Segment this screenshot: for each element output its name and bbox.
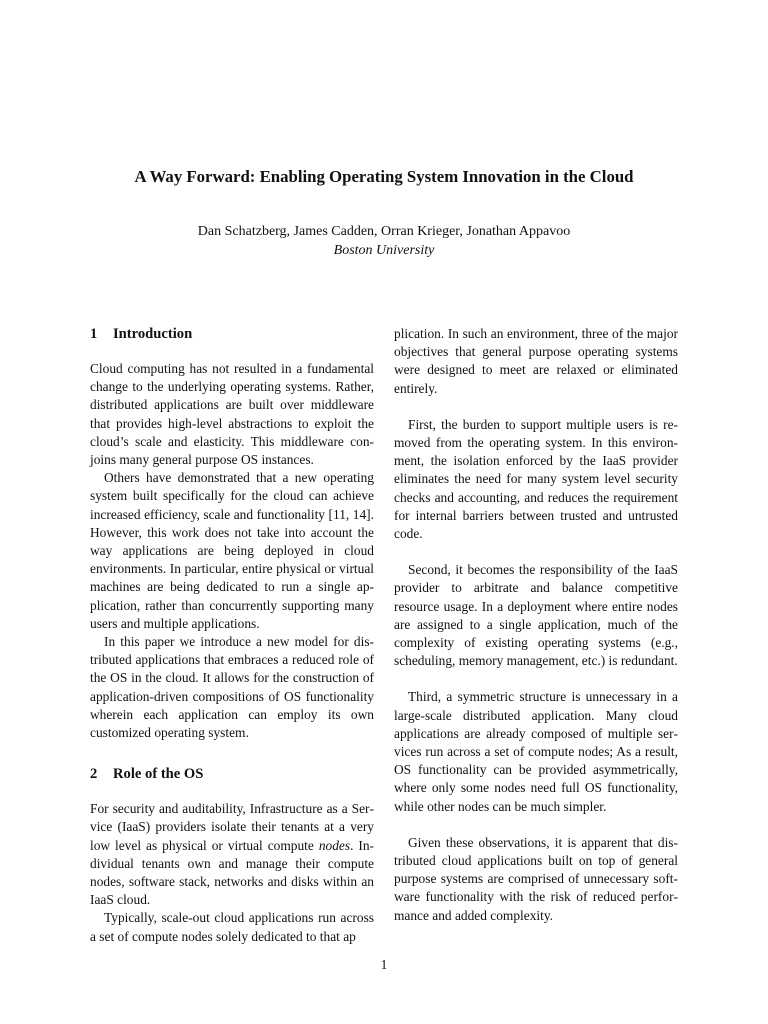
role-paragraph-5: Third, a symmetric structure is unnecessary in a large-scale distributed application. Many cloud applications are already composed of multiple services run across a set of compute nodes; As a result, OS functionality can be provided asymmetrically, where only some nodes need full OS functionality, while other nodes can be much simpler. xyxy=(394,689,678,814)
section-title: Introduction xyxy=(113,326,193,342)
role-paragraph-6: Given these observations, it is apparent that distributed cloud applications built on top of general purpose systems are comprised of unnecessary software functionality with the risk of reduced performance and added complexity. xyxy=(394,834,678,923)
page-number: 1 xyxy=(380,957,388,972)
intro-paragraph-3: In this paper we introduce a new model for distributed applications that embraces a reduced role of the OS in the cloud. It allows for the construction of application-driven compositions of OS functionality wherein each application can employ its own customized operating system. xyxy=(90,634,374,741)
paper-title: A Way Forward: Enabling Operating System Innovation in the Cloud xyxy=(134,167,634,186)
section-number: 2 xyxy=(90,766,98,783)
paper-authors: Dan Schatzberg, James Cadden, Orran Krieger, Jonathan Appavoo xyxy=(197,224,571,239)
role-paragraph-4: Second, it becomes the responsibility of the IaaS provider to arbitrate and balance competitive resource usage. In a deployment where entire nodes are assigned to a single application, much of the complexity of existing operating systems (e.g., scheduling, memory management, etc.) is redundant. xyxy=(394,562,678,669)
section-heading-introduction xyxy=(90,325,374,343)
role-paragraph-1: For security and auditability, Infrastructure as a Service (IaaS) providers isolate their tenants at a very low level as physical or virtual compute nodes. Individual tenants own and manage their compute nodes, software stack, networks and disks within an IaaS cloud. xyxy=(90,801,374,908)
right-column xyxy=(394,325,678,925)
section-heading-role xyxy=(90,765,374,783)
emphasis-nodes: nodes xyxy=(318,837,351,853)
role-paragraph-2-start: Typically, scale-out cloud applications run across a set of compute nodes solely dedicated to that ap xyxy=(90,910,374,944)
role-paragraph-3: First, the burden to support multiple users is removed from the operating system. In this environment, the isolation enforced by the IaaS provider eliminates the need for many system level security checks and accounting, and reduces the requirement for internal barriers between trusted and untrusted code. xyxy=(394,416,678,542)
left-column xyxy=(90,325,374,946)
intro-paragraph-2: Others have demonstrated that a new operating system built specifically for the cloud can achieve increased efficiency, scale and functionality [11, 14]. However, this work does not take into account the way applications are being deployed in cloud environments. In particular, entire physical or virtual machines are being dedicated to run a single application, rather than concurrently supporting many users and multiple applications. xyxy=(90,470,374,631)
paper-affiliation: Boston University xyxy=(333,243,435,258)
section-title: Role of the OS xyxy=(113,766,204,783)
intro-paragraph-1: Cloud computing has not resulted in a fundamental change to the underlying operating systems. Rather, distributed applications are built over middleware that provides high-level abstractions to exploit the cloud’s scale and elasticity. This middleware conjoins many general purpose OS instances. xyxy=(90,361,374,468)
role-paragraph-2-end: plication. In such an environment, three of the major objectives that general purpose operating systems were designed to meet are relaxed or eliminated entirely. xyxy=(394,326,678,396)
section-number: 1 xyxy=(90,326,98,342)
